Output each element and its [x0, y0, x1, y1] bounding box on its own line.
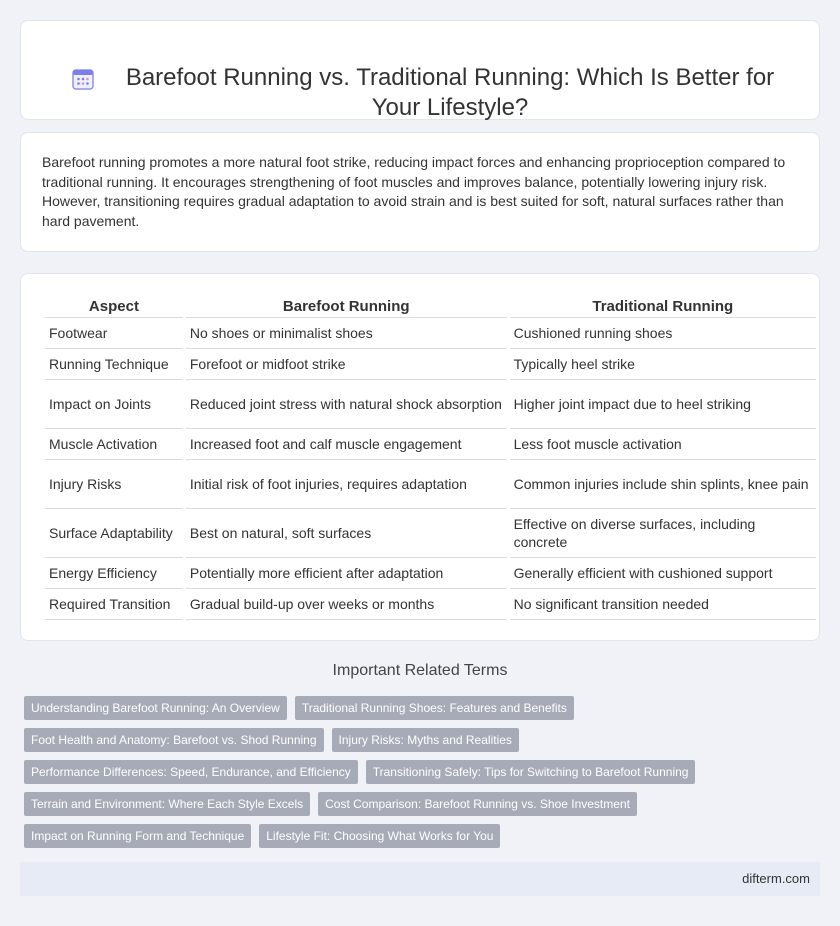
table-row — [45, 349, 816, 380]
table-cell: Typically heel strike — [510, 349, 816, 380]
related-tags-row — [24, 760, 695, 784]
related-tags-row — [24, 792, 637, 816]
table-row — [45, 589, 816, 620]
table-cell: Muscle Activation — [45, 429, 183, 460]
page-title: Barefoot Running vs. Traditional Running: Which Is Better for Your Lifestyle? — [125, 64, 775, 121]
comparison-table-card — [20, 273, 820, 641]
table-cell: Reduced joint stress with natural shock absorption — [186, 380, 507, 429]
column-header-traditional: Traditional Running — [510, 296, 816, 318]
related-tags-row — [24, 696, 574, 720]
related-term-tag[interactable]: Transitioning Safely: Tips for Switching to Barefoot Running — [366, 760, 696, 784]
table-cell: Common injuries include shin splints, knee pain — [510, 460, 816, 509]
calendar-grid-icon — [71, 67, 95, 91]
table-cell: Footwear — [45, 318, 183, 349]
table-cell: No significant transition needed — [510, 589, 816, 620]
related-term-tag[interactable]: Cost Comparison: Barefoot Running vs. Shoe Investment — [318, 792, 637, 816]
footer-site-link[interactable]: difterm.com — [742, 871, 810, 886]
summary-text: Barefoot running promotes a more natural foot strike, reducing impact forces and enhancing proprioception compared to traditional running. It encourages strengthening of foot muscles and improves balance, potentially lowering injury risk. However, transitioning requires gradual adaptation to avoid strain and is best suited for soft, natural surfaces rather than hard pavement. — [42, 154, 786, 229]
table-row — [45, 429, 816, 460]
table-row — [45, 509, 816, 558]
table-cell: Less foot muscle activation — [510, 429, 816, 460]
table-row — [45, 460, 816, 509]
table-cell: Running Technique — [45, 349, 183, 380]
related-term-tag[interactable]: Impact on Running Form and Technique — [24, 824, 251, 848]
related-term-tag[interactable]: Performance Differences: Speed, Endurance, and Efficiency — [24, 760, 358, 784]
related-tags-row — [24, 728, 519, 752]
table-cell: Surface Adaptability — [45, 509, 183, 558]
related-term-tag[interactable]: Lifestyle Fit: Choosing What Works for You — [259, 824, 500, 848]
table-header-row — [45, 296, 816, 318]
table-row — [45, 380, 816, 429]
related-tags-row — [24, 824, 500, 848]
column-header-barefoot: Barefoot Running — [186, 296, 507, 318]
table-cell: Higher joint impact due to heel striking — [510, 380, 816, 429]
table-row — [45, 558, 816, 589]
table-cell: Gradual build-up over weeks or months — [186, 589, 507, 620]
table-cell: Increased foot and calf muscle engagement — [186, 429, 507, 460]
table-cell: Potentially more efficient after adaptation — [186, 558, 507, 589]
table-cell: Effective on diverse surfaces, including concrete — [510, 509, 816, 558]
table-cell: Best on natural, soft surfaces — [186, 509, 507, 558]
table-cell: Required Transition — [45, 589, 183, 620]
table-cell: Forefoot or midfoot strike — [186, 349, 507, 380]
table-cell: Injury Risks — [45, 460, 183, 509]
related-term-tag[interactable]: Understanding Barefoot Running: An Overview — [24, 696, 287, 720]
related-term-tag[interactable]: Terrain and Environment: Where Each Style Excels — [24, 792, 310, 816]
table-row — [45, 318, 816, 349]
table-cell: Generally efficient with cushioned support — [510, 558, 816, 589]
related-term-tag[interactable]: Foot Health and Anatomy: Barefoot vs. Shod Running — [24, 728, 324, 752]
related-terms-heading: Important Related Terms — [332, 662, 508, 679]
comparison-table — [42, 296, 819, 620]
column-header-aspect: Aspect — [45, 296, 183, 318]
header-card — [20, 20, 820, 120]
table-cell: Energy Efficiency — [45, 558, 183, 589]
table-cell: No shoes or minimalist shoes — [186, 318, 507, 349]
table-cell: Initial risk of foot injuries, requires adaptation — [186, 460, 507, 509]
summary-card — [20, 132, 820, 252]
related-term-tag[interactable]: Traditional Running Shoes: Features and Benefits — [295, 696, 574, 720]
related-term-tag[interactable]: Injury Risks: Myths and Realities — [332, 728, 519, 752]
table-cell: Cushioned running shoes — [510, 318, 816, 349]
table-cell: Impact on Joints — [45, 380, 183, 429]
footer-bar — [20, 862, 820, 896]
